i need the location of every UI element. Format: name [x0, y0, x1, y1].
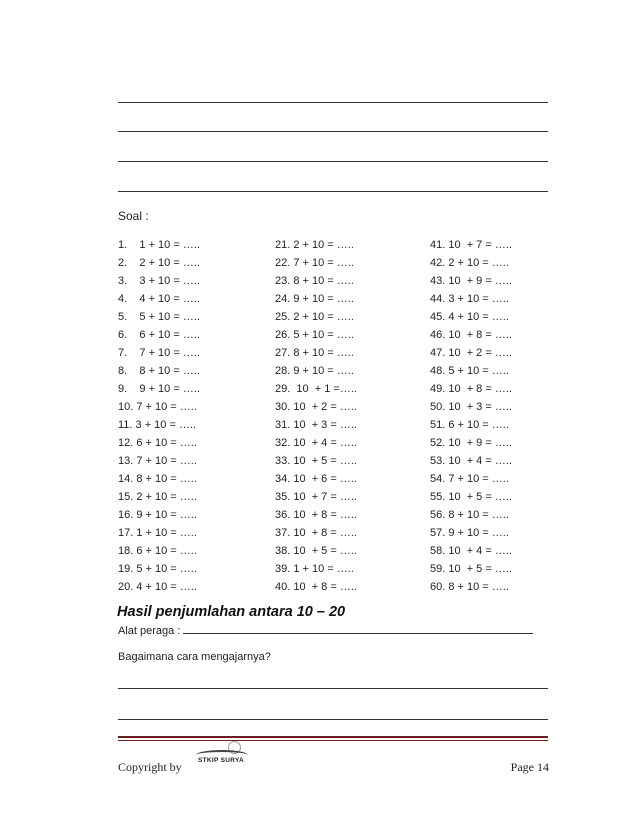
exercise-item: 44. 3 + 10 = ….. [430, 293, 509, 305]
exercise-item: 34. 10 + 6 = ….. [275, 473, 357, 485]
soal-label: Soal : [118, 209, 149, 223]
exercise-item: 35. 10 + 7 = ….. [275, 491, 357, 503]
exercise-item: 56. 8 + 10 = ….. [430, 509, 509, 521]
exercise-item: 15. 2 + 10 = ….. [118, 491, 197, 503]
exercise-item: 1. 1 + 10 = ….. [118, 239, 200, 251]
exercise-item: 10. 7 + 10 = ….. [118, 401, 197, 413]
exercise-item: 29. 10 + 1 =….. [275, 383, 357, 395]
answer-line [118, 102, 548, 103]
exercise-item: 30. 10 + 2 = ….. [275, 401, 357, 413]
exercise-item: 22. 7 + 10 = ….. [275, 257, 354, 269]
exercise-item: 2. 2 + 10 = ….. [118, 257, 200, 269]
answer-line [118, 191, 548, 192]
question-text: Bagaimana cara mengajarnya? [118, 651, 271, 663]
answer-line [118, 161, 548, 162]
page-number: Page 14 [510, 760, 549, 774]
exercise-item: 49. 10 + 8 = ….. [430, 383, 512, 395]
exercise-item: 47. 10 + 2 = ….. [430, 347, 512, 359]
exercise-item: 25. 2 + 10 = ….. [275, 311, 354, 323]
exercise-item: 28. 9 + 10 = ….. [275, 365, 354, 377]
exercise-item: 23. 8 + 10 = ….. [275, 275, 354, 287]
exercise-item: 46. 10 + 8 = ….. [430, 329, 512, 341]
alat-peraga-label: Alat peraga : [118, 625, 181, 637]
exercise-item: 41. 10 + 7 = ….. [430, 239, 512, 251]
exercise-item: 53. 10 + 4 = ….. [430, 455, 512, 467]
alat-peraga-line [118, 625, 533, 637]
exercise-item: 39. 1 + 10 = ….. [275, 563, 354, 575]
exercise-item: 45. 4 + 10 = ….. [430, 311, 509, 323]
exercise-item: 6. 6 + 10 = ….. [118, 329, 200, 341]
exercise-item: 59. 10 + 5 = ….. [430, 563, 512, 575]
footer-rule-thin [118, 740, 548, 741]
exercise-item: 48. 5 + 10 = ….. [430, 365, 509, 377]
exercise-item: 24. 9 + 10 = ….. [275, 293, 354, 305]
exercise-item: 36. 10 + 8 = ….. [275, 509, 357, 521]
exercise-item: 43. 10 + 9 = ….. [430, 275, 512, 287]
exercise-item: 14. 8 + 10 = ….. [118, 473, 197, 485]
exercise-item: 42. 2 + 10 = ….. [430, 257, 509, 269]
exercise-item: 21. 2 + 10 = ….. [275, 239, 354, 251]
exercise-item: 20. 4 + 10 = ….. [118, 581, 197, 593]
exercise-item: 19. 5 + 10 = ….. [118, 563, 197, 575]
exercise-item: 52. 10 + 9 = ….. [430, 437, 512, 449]
exercise-column-3 [430, 236, 512, 596]
exercise-item: 40. 10 + 8 = ….. [275, 581, 357, 593]
exercise-item: 8. 8 + 10 = ….. [118, 365, 200, 377]
exercise-item: 4. 4 + 10 = ….. [118, 293, 200, 305]
exercise-column-2 [275, 236, 357, 596]
footer-rule [118, 736, 548, 738]
exercise-item: 18. 6 + 10 = ….. [118, 545, 197, 557]
exercise-item: 11. 3 + 10 = ….. [118, 419, 197, 431]
exercise-item: 26. 5 + 10 = ….. [275, 329, 354, 341]
exercise-item: 37. 10 + 8 = ….. [275, 527, 357, 539]
exercise-item: 57. 9 + 10 = ….. [430, 527, 509, 539]
section-heading: Hasil penjumlahan antara 10 – 20 [117, 604, 346, 620]
exercise-item: 13. 7 + 10 = ….. [118, 455, 197, 467]
answer-line [118, 719, 548, 720]
exercise-item: 51. 6 + 10 = ….. [430, 419, 509, 431]
exercise-item: 5. 5 + 10 = ….. [118, 311, 200, 323]
exercise-item: 50. 10 + 3 = ….. [430, 401, 512, 413]
exercise-item: 32. 10 + 4 = ….. [275, 437, 357, 449]
answer-line [118, 131, 548, 132]
exercise-item: 27. 8 + 10 = ….. [275, 347, 354, 359]
exercise-item: 58. 10 + 4 = ….. [430, 545, 512, 557]
stkip-surya-logo [194, 741, 254, 771]
exercise-item: 60. 8 + 10 = ….. [430, 581, 509, 593]
exercise-item: 33. 10 + 5 = ….. [275, 455, 357, 467]
exercise-item: 31. 10 + 3 = ….. [275, 419, 357, 431]
answer-line [118, 688, 548, 689]
copyright-text: Copyright by [118, 760, 182, 774]
exercise-item: 16. 9 + 10 = ….. [118, 509, 197, 521]
logo-text: STKIP SURYA [198, 757, 245, 764]
exercise-item: 54. 7 + 10 = ….. [430, 473, 509, 485]
exercise-item: 55. 10 + 5 = ….. [430, 491, 512, 503]
alat-peraga-blank [183, 625, 533, 634]
exercise-item: 38. 10 + 5 = ….. [275, 545, 357, 557]
exercise-item: 12. 6 + 10 = ….. [118, 437, 197, 449]
exercise-item: 7. 7 + 10 = ….. [118, 347, 200, 359]
exercise-item: 9. 9 + 10 = ….. [118, 383, 200, 395]
exercise-item: 3. 3 + 10 = ….. [118, 275, 200, 287]
exercise-column-1 [118, 236, 200, 596]
exercise-item: 17. 1 + 10 = ….. [118, 527, 197, 539]
